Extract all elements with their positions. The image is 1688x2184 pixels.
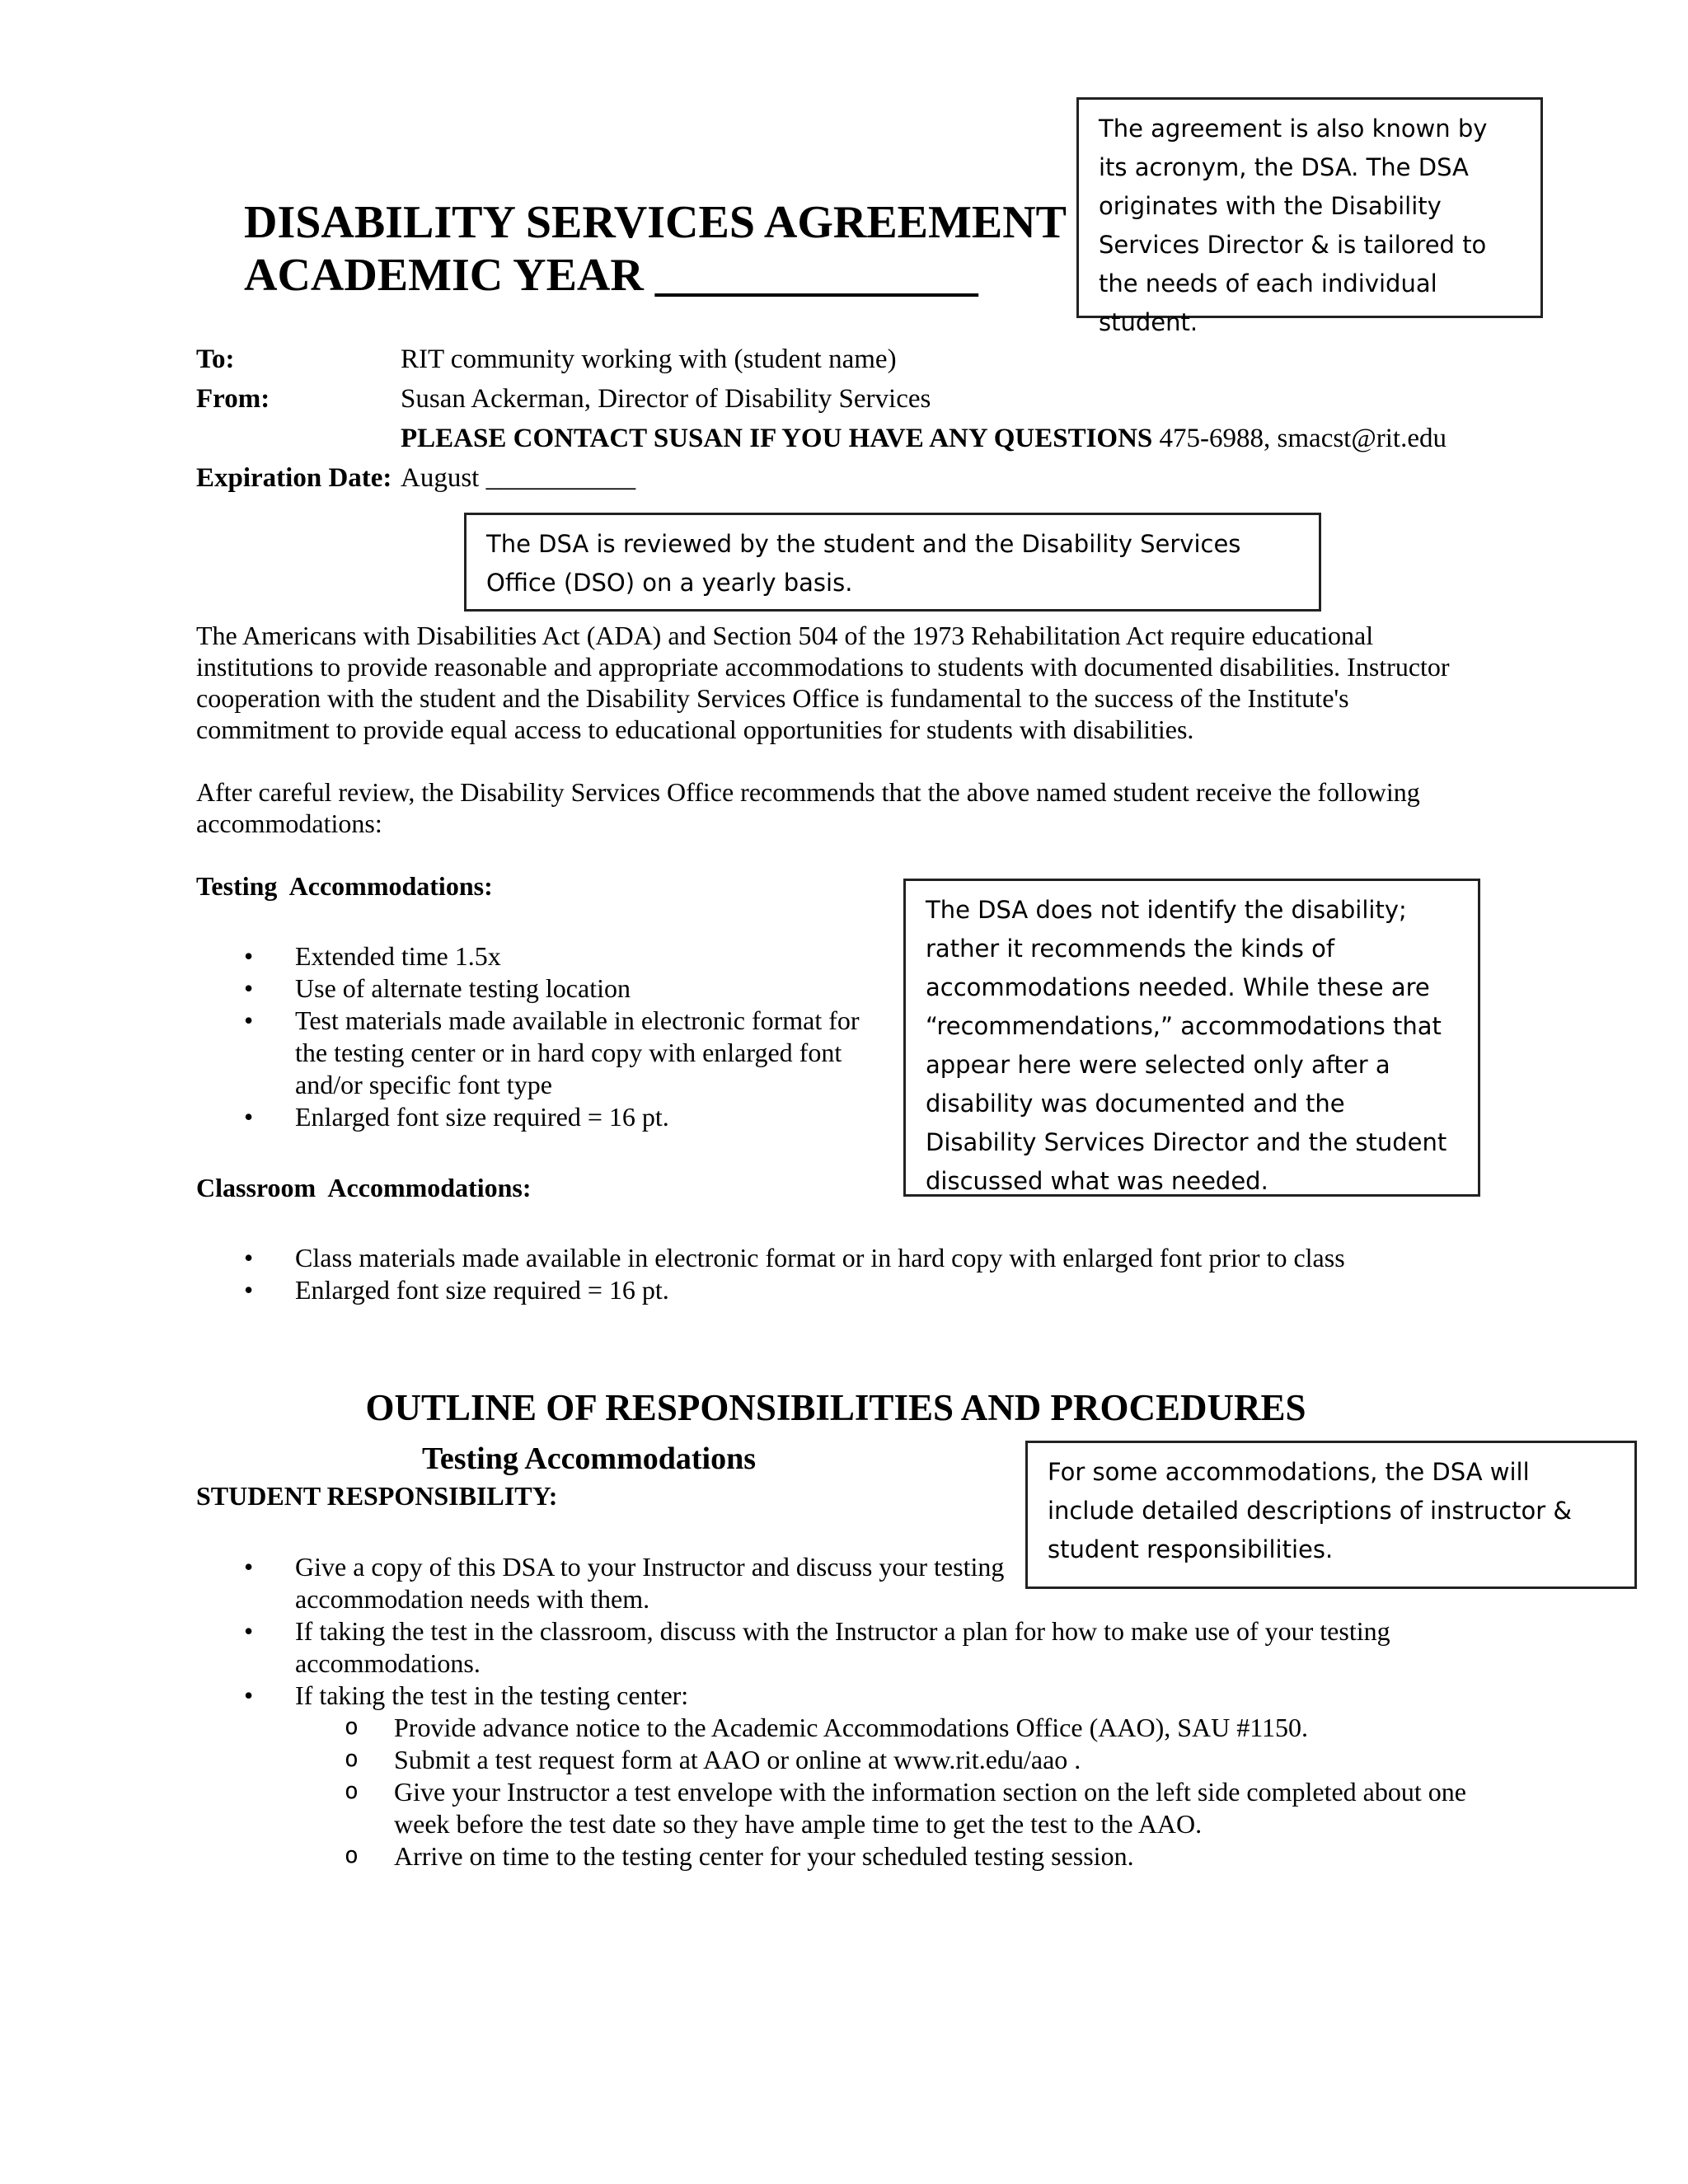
memo-expiration-row: [196, 458, 1482, 498]
sub-list-item: o Arrive on time to the testing center for your scheduled testing session.: [196, 1840, 1482, 1872]
memo-expiration-value: August ___________: [401, 463, 636, 493]
testing-heading: Testing Accommodations:: [196, 871, 493, 901]
note-agreement-acronym: [1076, 97, 1543, 336]
memo-contact-bold: PLEASE CONTACT SUSAN IF YOU HAVE ANY QUESTIONS: [401, 424, 1153, 453]
list-item: • Class materials made available in electronic format or in hard copy with enlarged font prior to class: [196, 1242, 1515, 1274]
memo-from-label: From:: [196, 384, 270, 414]
memo-block: [196, 340, 1482, 498]
list-item: [196, 1551, 1053, 1615]
list-item-text: Give a copy of this DSA to your Instructor and discuss your testing accommodation needs with them.: [295, 1552, 1005, 1614]
title-line-2: ACADEMIC YEAR ______________: [244, 250, 978, 301]
note-reviewed-text: The DSA is reviewed by the student and the Disability Services Office (DSO) on a yearly basis.: [486, 530, 1241, 597]
sub-list-item: o Provide advance notice to the Academic Accommodations Office (AAO), SAU #1150.: [196, 1712, 1482, 1744]
list-item: • Extended time 1.5x: [196, 940, 889, 972]
intro-paragraph-2: After careful review, the Disability Services Office recommends that the above named student receive the following accommodations:: [196, 777, 1420, 838]
memo-to-value: RIT community working with (student name): [401, 344, 897, 374]
memo-to-label: To:: [196, 344, 235, 374]
outline-subheading: Testing Accommodations: [422, 1441, 757, 1476]
classroom-heading: Classroom Accommodations:: [196, 1173, 532, 1202]
memo-contact-row: [196, 419, 1482, 458]
note-dsa-identify: [903, 879, 1480, 1197]
outline-heading: OUTLINE OF RESPONSIBILITIES AND PROCEDURES: [365, 1387, 1306, 1428]
note-dsa-reviewed: [464, 513, 1321, 612]
list-item: • If taking the test in the classroom, discuss with the Instructor a plan for how to make use of your testing accommodations.: [196, 1615, 1482, 1680]
note-agreement-text: The agreement is also known by its acronym, the DSA. The DSA originates with the Disability Services Director & is tailored to the needs of each individual student.: [1099, 115, 1488, 336]
testing-center-sublist: [196, 1712, 1482, 1872]
memo-expiration-label: Expiration Date:: [196, 463, 392, 493]
list-item: • Enlarged font size required = 16 pt.: [196, 1274, 1515, 1306]
list-item: • Enlarged font size required = 16 pt.: [196, 1101, 889, 1133]
note-detailed-text: For some accommodations, the DSA will include detailed descriptions of instructor & student responsibilities.: [1048, 1458, 1573, 1563]
intro-paragraph-1: The Americans with Disabilities Act (ADA) and Section 504 of the 1973 Rehabilitation Act require educational institutions to provide reasonable and appropriate accommodations to students with documented disabilities. Instructor cooperation with the student and the Disability Services Office is fundamental to the success of the Institute's commitment to provide equal access to educational opportunities for students with disabilities.: [196, 621, 1450, 744]
list-item: • Test materials made available in electronic format for the testing center or in hard copy with enlarged font and/or specific font type: [196, 1005, 889, 1101]
memo-to-row: [196, 340, 1482, 379]
list-item: • If taking the test in the testing center:: [196, 1680, 1482, 1712]
note-identify-text: The DSA does not identify the disability; rather it recommends the kinds of accommodations needed. While these are “recommendations,” accommodations that appear here were selected only after a disability was documented and the Disability Services Director and the student discussed what was needed.: [926, 896, 1447, 1195]
sub-list-item: o Give your Instructor a test envelope with the information section on the left side completed about one week before the test date so they have ample time to get the test to the AAO.: [196, 1776, 1482, 1840]
memo-contact-info: 475-6988, smacst@rit.edu: [1152, 424, 1447, 453]
classroom-list: [196, 1242, 1515, 1306]
student-responsibility-heading: STUDENT RESPONSIBILITY:: [196, 1481, 558, 1511]
title-line-1: DISABILITY SERVICES AGREEMENT: [244, 197, 1067, 248]
memo-from-value: Susan Ackerman, Director of Disability Services: [401, 384, 931, 414]
student-responsibility-list: [196, 1551, 1482, 1712]
page-title: [244, 196, 1068, 302]
testing-list: [196, 940, 889, 1133]
memo-from-row: [196, 379, 1482, 419]
list-item: • Use of alternate testing location: [196, 972, 889, 1005]
sub-list-item: o Submit a test request form at AAO or online at www.rit.edu/aao .: [196, 1744, 1482, 1776]
